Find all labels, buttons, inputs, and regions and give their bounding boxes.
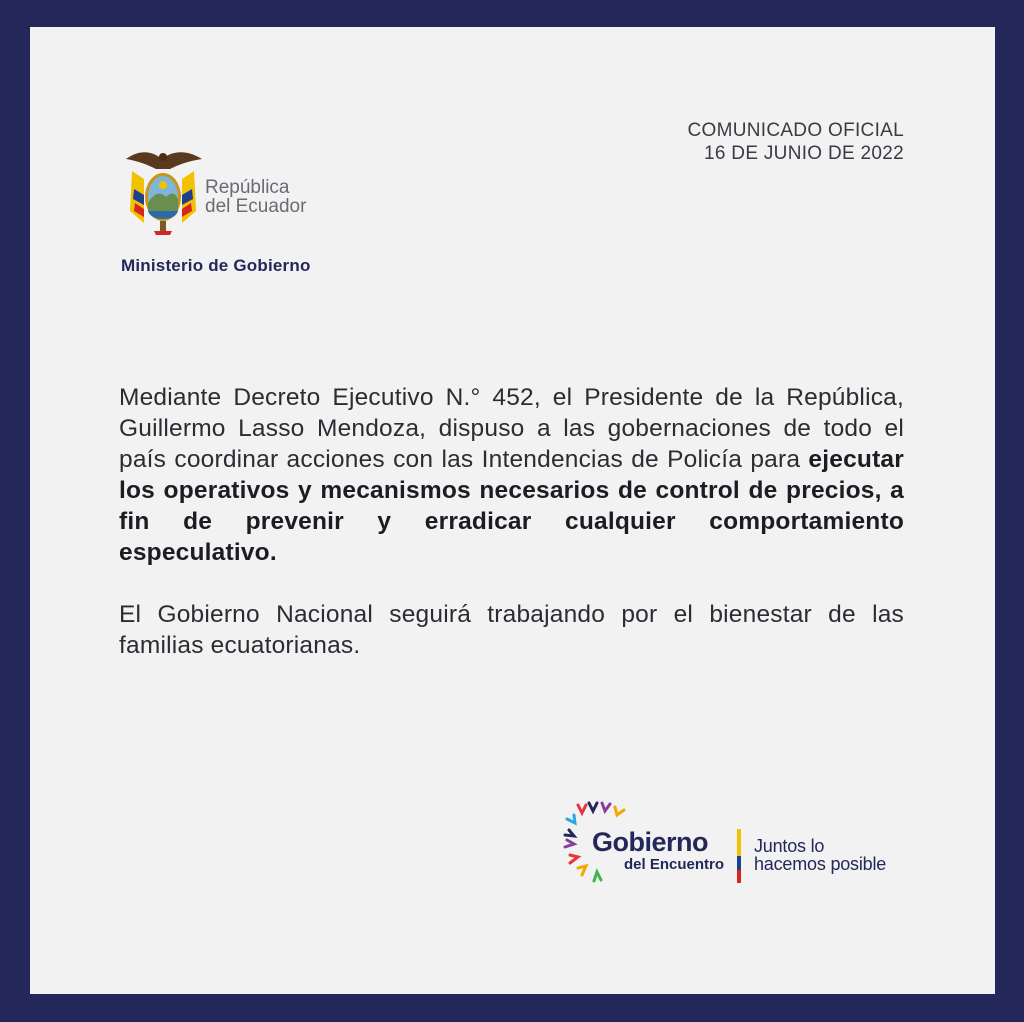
government-crest-block [122, 145, 382, 245]
document-page [30, 27, 995, 994]
communique-body [119, 382, 904, 661]
slogan-line-1: Juntos lo [754, 836, 825, 856]
paragraph-1-regular: Mediante Decreto Ejecutivo N.° 452, el Presidente de la República, Guillermo Lasso Mendoza, dispuso a las gobernaciones de todo el país coordinar acciones con las Intendencias de Policía para [119, 384, 904, 473]
paragraph-1 [119, 382, 904, 568]
header-meta [687, 119, 904, 165]
gobierno-encuentro-logo [562, 797, 922, 887]
republic-line-2: del Ecuador [205, 196, 307, 217]
republic-name [205, 178, 306, 216]
communique-label: COMUNICADO OFICIAL [687, 120, 904, 141]
paragraph-1-bold: ejecutar los operativos y mecanismos necesarios de control de precios, a fin de prevenir y erradicar cualquier comportamiento especulativo. [119, 446, 904, 566]
ecuador-coat-of-arms-icon [122, 145, 204, 237]
slogan [754, 837, 886, 873]
republic-line-1: República [205, 177, 290, 198]
communique-date: 16 DE JUNIO DE 2022 [703, 143, 904, 164]
ministry-name: Ministerio de Gobierno [121, 256, 311, 275]
tricolor-divider [737, 829, 741, 883]
brand-name: Gobierno [592, 827, 708, 857]
slogan-line-2: hacemos posible [754, 854, 887, 874]
brand-subtitle: del Encuentro [624, 856, 725, 873]
paragraph-2: El Gobierno Nacional seguirá trabajando por el bienestar de las familias ecuatorianas. [119, 601, 904, 659]
